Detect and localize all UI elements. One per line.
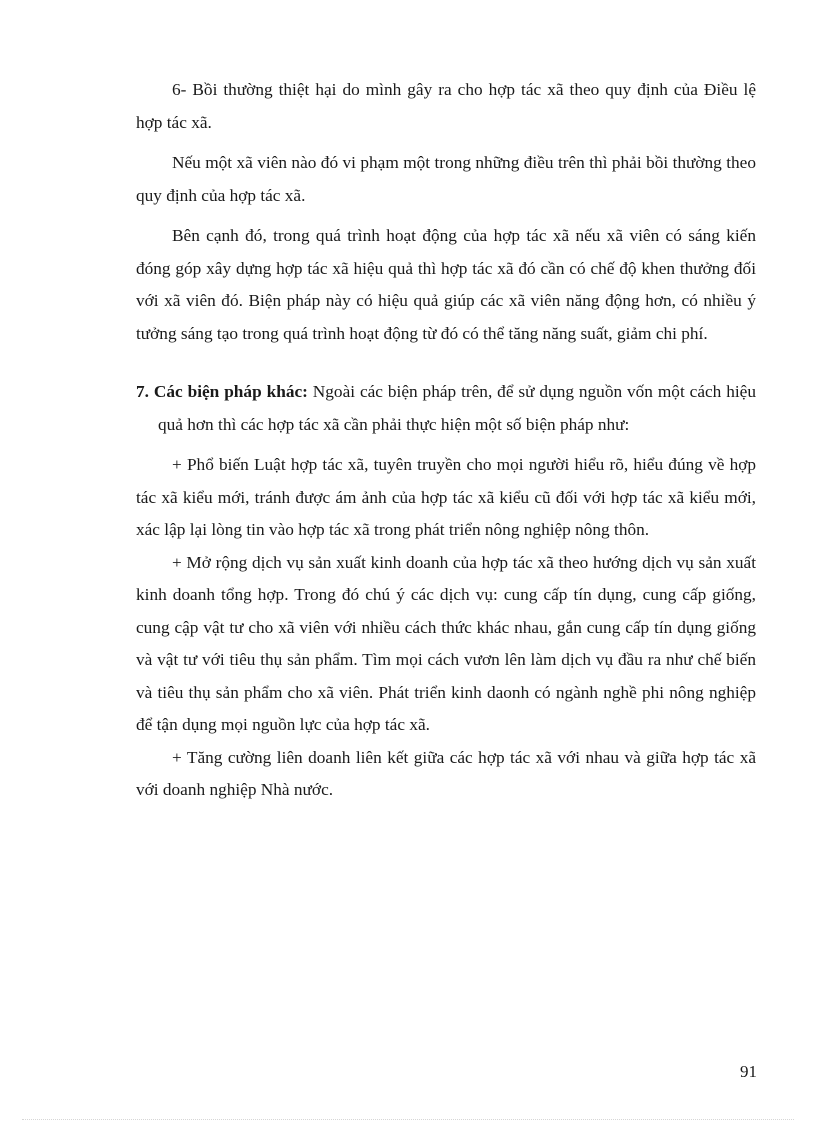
section-7	[136, 376, 756, 441]
paragraph-reward: Bên cạnh đó, trong quá trình hoạt động của hợp tác xã nếu xã viên có sáng kiến đóng góp xây dựng hợp tác xã hiệu quả thì hợp tác xã đó cần có chế độ khen thưởng đối với xã viên đó. Biện pháp này có hiệu quả giúp các xã viên năng động hơn, có nhiều ý tưởng sáng tạo trong quá trình hoạt động từ đó có thể tăng năng suất, giảm chi phí.	[136, 226, 756, 343]
bullet-joint-ventures: + Tăng cường liên doanh liên kết giữa các hợp tác xã với nhau và giữa hợp tác xã với doanh nghiệp Nhà nước.	[136, 747, 756, 799]
page-bottom-divider	[22, 1119, 794, 1120]
section-7-heading: 7. Các biện pháp khác:	[136, 382, 308, 401]
bullet-expand-services: + Mở rộng dịch vụ sản xuất kinh doanh của hợp tác xã theo hướng dịch vụ sản xuất kinh doanh tổng hợp. Trong đó chú ý các dịch vụ: cung cấp tín dụng, cung cấp giống, cung cập vật tư cho xã viên với nhiều cách thức khác nhau, gắn cung cấp tín dụng giống và vật tư với tiêu thụ sản phẩm. Tìm mọi cách vươn lên làm dịch vụ đầu ra như chế biến và tiêu thụ sản phẩm cho xã viên. Phát triển kinh daonh có ngành nghề phi nông nghiệp để tận dụng mọi nguồn lực của hợp tác xã.	[136, 552, 756, 734]
section-7-intro: Ngoài các biện pháp trên, để sử dụng nguồn vốn một cách hiệu quả hơn thì các hợp tác xã cần phải thực hiện một số biện pháp như:	[158, 382, 756, 434]
bullet-law-dissemination: + Phổ biến Luật hợp tác xã, tuyên truyền cho mọi người hiểu rõ, hiểu đúng về hợp tác xã kiểu mới, tránh được ám ảnh của hợp tác xã kiểu cũ đối với hợp tác xã kiểu mới, xác lập lại lòng tin vào hợp tác xã trong phát triển nông nghiệp nông thôn.	[136, 455, 756, 539]
document-body	[136, 74, 756, 807]
paragraph-compensation: 6- Bồi thường thiệt hại do mình gây ra cho hợp tác xã theo quy định của Điều lệ hợp tác xã.	[136, 80, 756, 132]
page-number: 91	[740, 1062, 757, 1081]
paragraph-violation: Nếu một xã viên nào đó vi phạm một trong những điều trên thì phải bồi thường theo quy định của hợp tác xã.	[136, 153, 756, 205]
